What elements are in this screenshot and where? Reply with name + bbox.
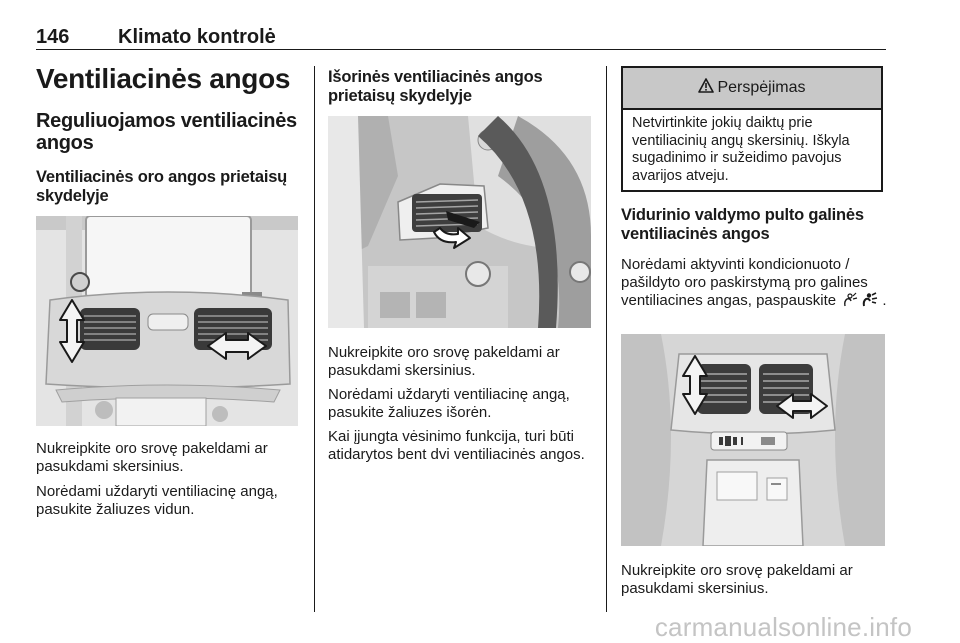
section-heading: Vidurinio valdymo pulto galinės ventiliacinės angos — [621, 206, 864, 243]
rear-climate-icon — [842, 292, 882, 313]
paragraph: Norėdami uždaryti ventiliacinę angą, pasukite žaliuzes išorėn. — [328, 386, 570, 421]
warning-box — [621, 66, 883, 192]
paragraph-text: Norėdami aktyvinti kondicionuoto / pašildyto oro paskirstymą pro galines ventiliacines angas, paspauskite — [621, 256, 868, 309]
paragraph: Nukreipkite oro srovę pakeldami ar pasukdami skersinius. — [328, 344, 560, 379]
chapter-title: Klimato kontrolė — [118, 26, 276, 48]
rear-console-vents-illustration — [621, 334, 885, 546]
column-divider — [606, 66, 607, 612]
warning-title: Perspėjimas — [717, 79, 806, 96]
warning-triangle-icon — [698, 78, 714, 98]
page-title: Ventiliacinės angos — [36, 63, 291, 94]
paragraph — [621, 256, 889, 313]
warning-text: Netvirtinkite jokių daiktų prie ventiliacinių angų skersinių. Iškyla sugadinimo ir sužeidimo pavojus avarijos atveju. — [632, 115, 850, 184]
paragraph: Kai įjungta vėsinimo funkcija, turi būti atidarytos bent dvi ventiliacinės angos. — [328, 428, 585, 463]
side-vent-illustration — [328, 116, 591, 328]
watermark: carmanualsonline.info — [654, 612, 912, 642]
section-heading: Išorinės ventiliacinės angos prietaisų skydelyje — [328, 68, 543, 105]
warning-header — [623, 68, 881, 110]
header-rule — [36, 49, 886, 50]
paragraph: Norėdami uždaryti ventiliacinę angą, pasukite žaliuzes vidun. — [36, 483, 278, 518]
subtitle: Reguliuojamos ventiliacinės angos — [36, 110, 297, 154]
paragraph: Nukreipkite oro srovę pakeldami ar pasukdami skersinius. — [621, 562, 853, 597]
dashboard-vents-illustration — [36, 216, 298, 426]
section-heading: Ventiliacinės oro angos prietaisų skydelyje — [36, 168, 288, 205]
paragraph-period: . — [882, 292, 887, 309]
paragraph: Nukreipkite oro srovę pakeldami ar pasukdami skersinius. — [36, 440, 268, 475]
page-number: 146 — [36, 26, 70, 48]
column-divider — [314, 66, 315, 612]
